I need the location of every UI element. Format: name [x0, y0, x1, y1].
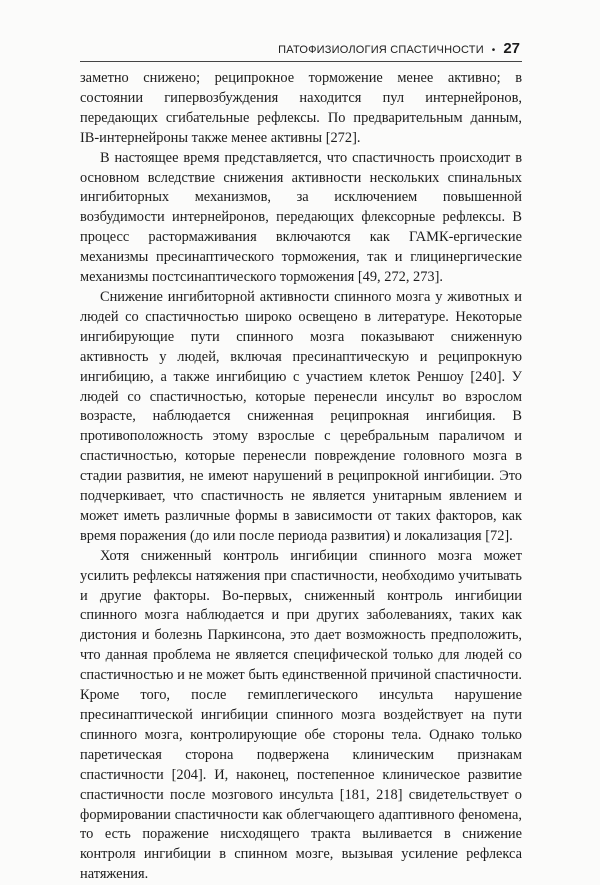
paragraph: заметно снижено; реципрокное торможение менее активно; в состоянии гипервозбуждения находится пул интернейронов, передающих сгибательные рефлексы. По предварительным данным, IB-интернейроны также менее активны [272]. [80, 70, 522, 146]
header-bullet: • [491, 45, 496, 56]
body-text [80, 69, 522, 885]
paragraph: Хотя сниженный контроль ингибиции спинного мозга может усилить рефлексы натяжения при спастичности, необходимо учитывать и другие факторы. Во-первых, сниженный контроль ингибиции спинного мозга наблюдается и при других заболеваниях, таких как дистония и болезнь Паркинсона, это дает возможность предположить, что данная проблема не является специфической только для людей со спастичностью и не может быть единственной причиной спастичности. Кроме того, после гемиплегического инсульта нарушение пресинаптической ингибиции спинного мозга воздействует на пути спинного мозга, контролирующие обе стороны тела. Однако только паретическая сторона подвержена клиническим признакам спастичности [204]. И, наконец, постепенное клиническое развитие спастичности после мозгового инсульта [181, 218] свидетельствует о формировании спастичности как облегчающего адаптивного феномена, то есть поражение нисходящего тракта выливается в снижение контроля ингибиции в спинном мозге, вызывая усиление рефлекса натяжения. [80, 547, 522, 883]
page-number: 27 [503, 40, 520, 57]
paragraph: Снижение ингибиторной активности спинного мозга у животных и людей со спастичностью широко освещено в литературе. Некоторые ингибирующие пути спинного мозга показывают сниженную активность у людей, включая пресинаптическую и реципрокную ингибицию, а также ингибицию с участием клеток Реншоу [240]. У людей со спастичностью, которые перенесли инсульт во взрослом возрасте, наблюдается сниженная реципрокная ингибиция. В противоположность этому взрослые с церебральным параличом и спастичностью, которые перенесли повреждение головного мозга в стадии развития, не имеют нарушений в реципрокной ингибиции. Это подчеркивает, что спастичность не является унитарным явлением и может иметь различные формы в зависимости от таких факторов, как время поражения (до или после периода развития) и локализация [72]. [80, 288, 522, 544]
paragraph: В настоящее время представляется, что спастичность происходит в основном вследствие снижения активности нескольких спинальных ингибиторных механизмов, за исключением повышенной возбудимости интернейронов, передающих флексорные рефлексы. В процесс растормаживания включаются как ГАМК-ергические механизмы пресинаптического торможения, так и глицинергические механизмы постсинаптического торможения [49, 272, 273]. [80, 149, 522, 286]
page-header [80, 40, 520, 58]
header-rule [80, 61, 522, 62]
running-head: ПАТОФИЗИОЛОГИЯ СПАСТИЧНОСТИ [278, 44, 484, 56]
